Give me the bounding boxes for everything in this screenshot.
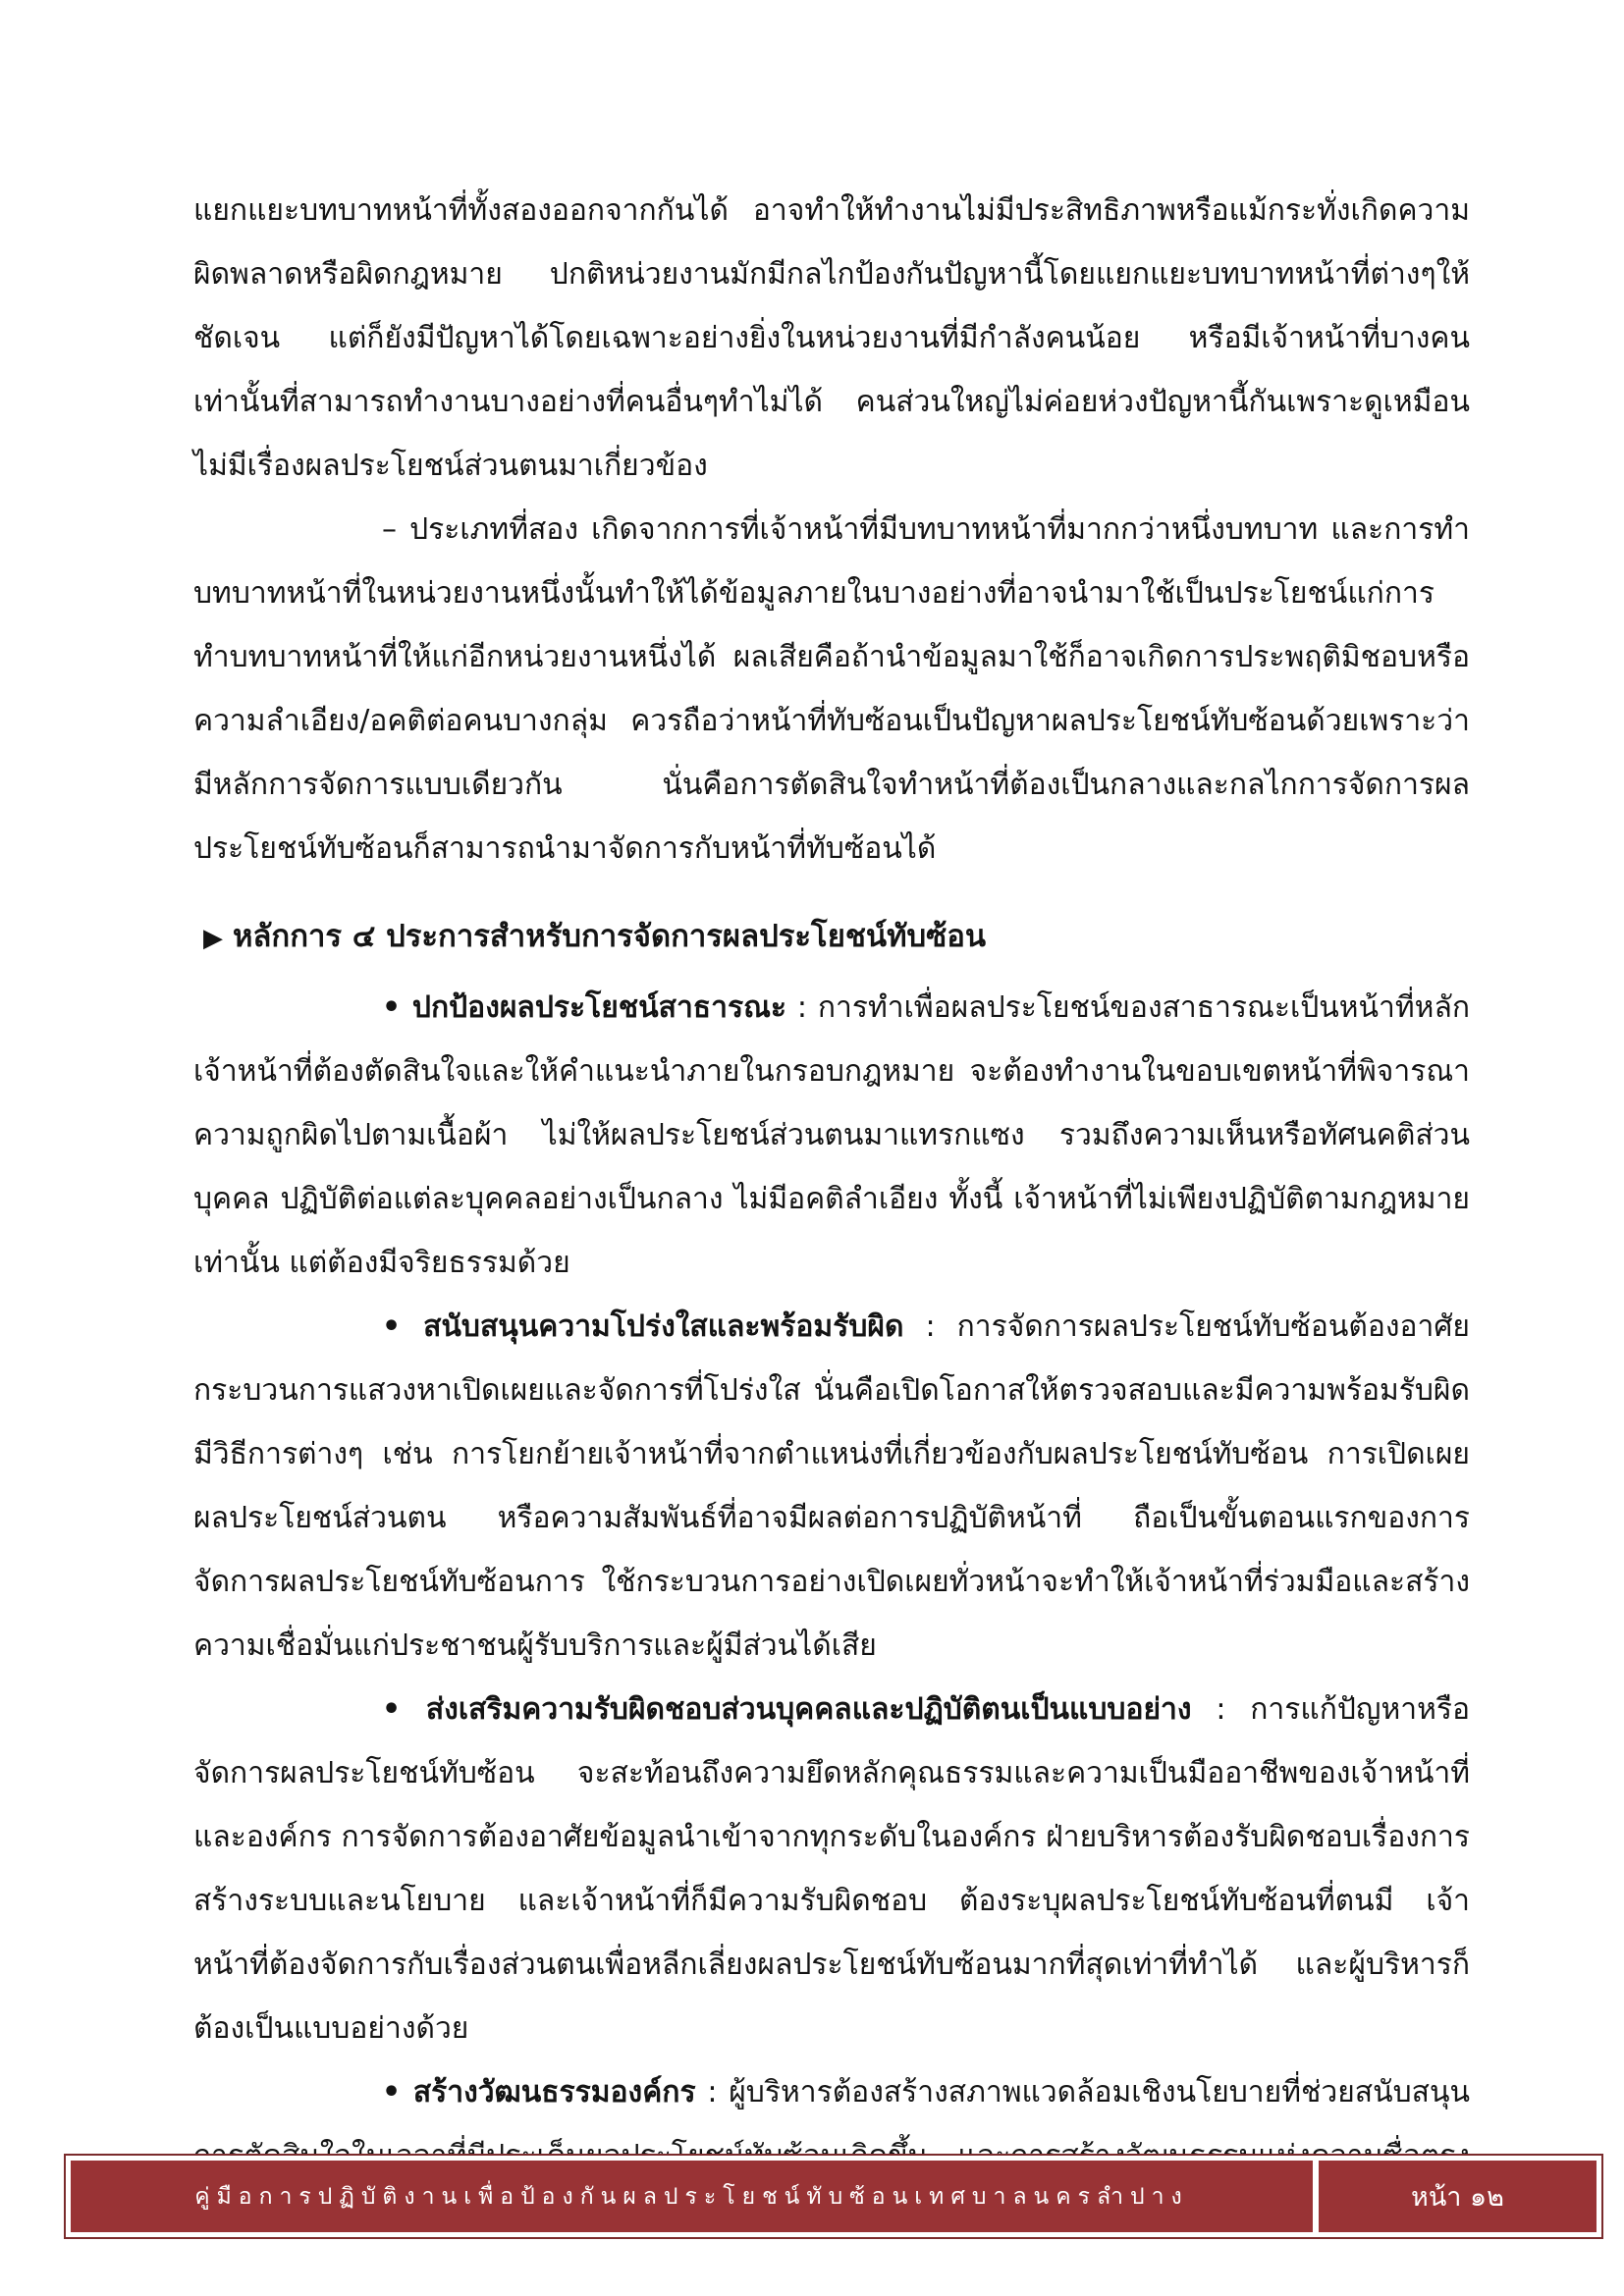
page-number: หน้า ๑๒ — [1319, 2161, 1597, 2232]
principle-item — [193, 1678, 1470, 2060]
paragraph-continued: แยกแยะบทบาทหน้าที่ทั้งสองออกจากกันได้ อาจทำให้ทำงานไม่มีประสิทธิภาพหรือแม้กระทั่งเกิดความผิดพลาดหรือผิดกฎหมาย ปกติหน่วยงานมักมีกลไกป้องกันปัญหานี้โดยแยกแยะบทบาทหน้าที่ต่างๆให้ชัดเจน แต่ก็ยังมีปัญหาได้โดยเฉพาะอย่างยิ่งในหน่วยงานที่มีกำลังคนน้อย หรือมีเจ้าหน้าที่บางคนเท่านั้นที่สามารถทำงานบางอย่างที่คนอื่นๆทำไม่ได้ คนส่วนใหญ่ไม่ค่อยห่วงปัญหานี้กันเพราะดูเหมือนไม่มีเรื่องผลประโยชน์ส่วนตนมาเกี่ยวข้อง — [193, 193, 1470, 483]
principle-body: : การแก้ปัญหาหรือจัดการผลประโยชน์ทับซ้อน จะสะท้อนถึงความยึดหลักคุณธรรมและความเป็นมืออาชีพของเจ้าหน้าที่และองค์กร การจัดการต้องอาศัยข้อมูลนำเข้าจากทุกระดับในองค์กร ฝ่ายบริหารต้องรับผิดชอบเรื่องการสร้างระบบและนโยบาย และเจ้าหน้าที่ก็มีความรับผิดชอบ ต้องระบุผลประโยชน์ทับซ้อนที่ตนมี เจ้าหน้าที่ต้องจัดการกับเรื่องส่วนตนเพื่อหลีกเลี่ยงผลประโยชน์ทับซ้อนมากที่สุดเท่าที่ทำได้ และผู้บริหารก็ต้องเป็นแบบอย่างด้วย — [193, 1692, 1470, 2046]
triangle-bullet-icon: ▶ — [203, 924, 223, 953]
page-footer — [64, 2154, 1603, 2239]
principle-title: • สร้างวัฒนธรรมองค์กร — [382, 2075, 696, 2109]
document-body — [193, 179, 1470, 2252]
section-heading-text: หลักการ ๔ ประการสำหรับการจัดการผลประโยชน์ทับซ้อน — [233, 919, 987, 954]
principle-body: : การจัดการผลประโยชน์ทับซ้อนต้องอาศัยกระบวนการแสวงหาเปิดเผยและจัดการที่โปร่งใส นั่นคือเปิดโอกาสให้ตรวจสอบและมีความพร้อมรับผิด มีวิธีการต่างๆ เช่น การโยกย้ายเจ้าหน้าที่จากตำแหน่งที่เกี่ยวข้องกับผลประโยชน์ทับซ้อน การเปิดเผยผลประโยชน์ส่วนตน หรือความสัมพันธ์ที่อาจมีผลต่อการปฏิบัติหน้าที่ ถือเป็นขั้นตอนแรกของการจัดการผลประโยชน์ทับซ้อนการ ใช้กระบวนการอย่างเปิดเผยทั่วหน้าจะทำให้เจ้าหน้าที่ร่วมมือและสร้างความเชื่อมั่นแก่ประชาชนผู้รับบริการและผู้มีส่วนได้เสีย — [193, 1309, 1471, 1663]
footer-manual-title: คู่มือการปฏิบัติงานเพื่อป้องกันผลประโยชน์ทับซ้อนเทศบาลนครลำปาง — [71, 2161, 1313, 2232]
principle-item — [193, 976, 1470, 1295]
principle-title: • สนับสนุนความโปร่งใสและพร้อมรับผิด — [382, 1309, 904, 1344]
principle-body: : ผู้บริหารต้องสร้างสภาพแวดล้อมเชิงนโยบายที่ช่วยสนับสนุน — [707, 2075, 1470, 2109]
principle-body: : การทำเพื่อผลประโยชน์ของสาธารณะเป็นหน้าที่หลักเจ้าหน้าที่ต้องตัดสินใจและให้คำแนะนำภายในกรอบกฎหมาย จะต้องทำงานในขอบเขตหน้าที่พิจารณาความถูกผิดไปตามเนื้อผ้า ไม่ให้ผลประโยชน์ส่วนตนมาแทรกแซง รวมถึงความเห็นหรือทัศนคติส่วนบุคคล ปฏิบัติต่อแต่ละบุคคลอย่างเป็นกลาง ไม่มีอคติลำเอียง ทั้งนี้ เจ้าหน้าที่ไม่เพียงปฏิบัติตามกฎหมายเท่านั้น แต่ต้องมีจริยธรรมด้วย — [193, 990, 1471, 1280]
section-heading — [203, 905, 1480, 971]
principle-title: • ปกป้องผลประโยชน์สาธารณะ — [382, 990, 787, 1025]
footer-bar — [71, 2161, 1597, 2232]
principle-title: • ส่งเสริมความรับผิดชอบส่วนบุคคลและปฏิบัติตนเป็นแบบอย่าง — [382, 1692, 1192, 1727]
paragraph-type-two: – ประเภทที่สอง เกิดจากการที่เจ้าหน้าที่มีบทบาทหน้าที่มากกว่าหนึ่งบทบาท และการทำบทบาทหน้าที่ในหน่วยงานหนึ่งนั้นทำให้ได้ข้อมูลภายในบางอย่างที่อาจนำมาใช้เป็นประโยชน์แก่การทำบทบาทหน้าที่ให้แก่อีกหน่วยงานหนึ่งได้ ผลเสียคือถ้านำข้อมูลมาใช้ก็อาจเกิดการประพฤติมิชอบหรือความลำเอียง/อคติต่อคนบางกลุ่ม ควรถือว่าหน้าที่ทับซ้อนเป็นปัญหาผลประโยชน์ทับซ้อนด้วยเพราะว่ามีหลักการจัดการแบบเดียวกัน นั่นคือการตัดสินใจทำหน้าที่ต้องเป็นกลางและกลไกการจัดการผลประโยชน์ทับซ้อนก็สามารถนำมาจัดการกับหน้าที่ทับซ้อนได้ — [193, 512, 1470, 866]
principle-item — [193, 1295, 1470, 1678]
